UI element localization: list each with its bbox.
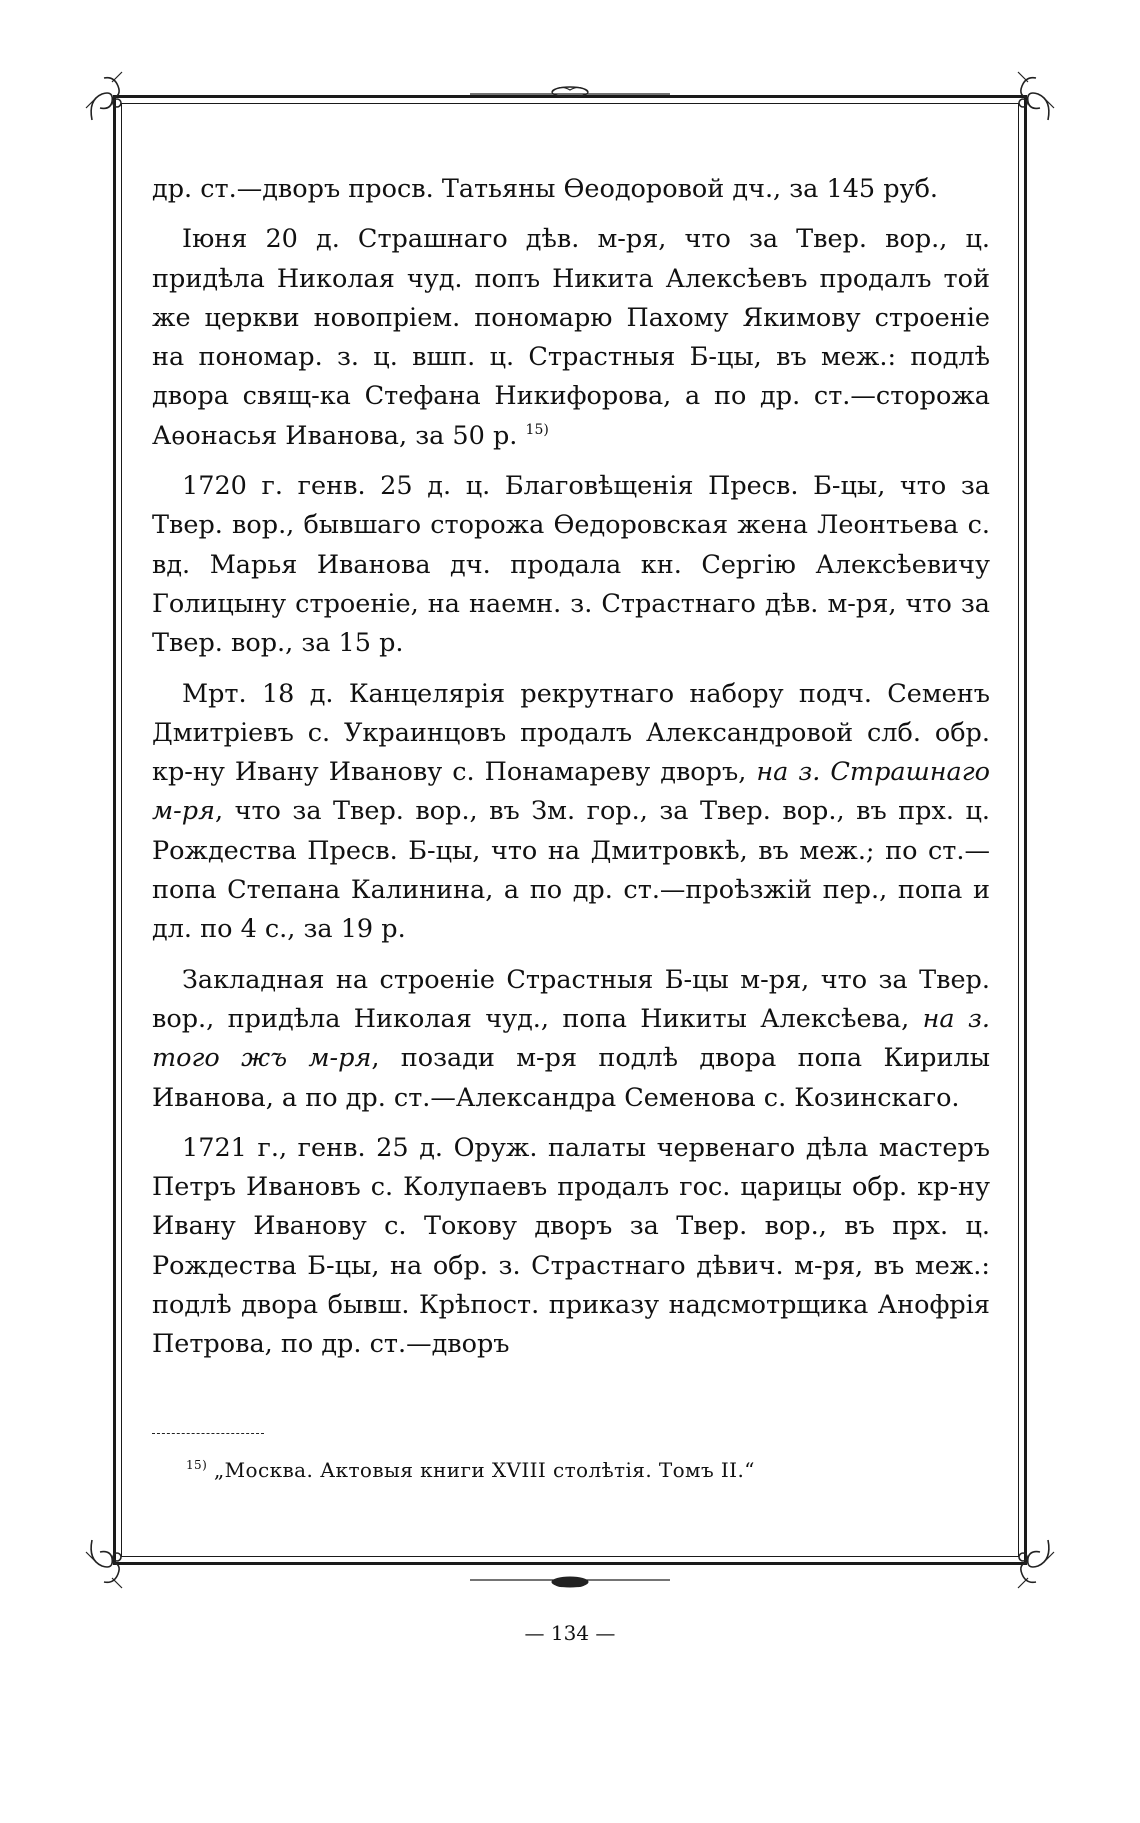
paragraph-1 [152, 170, 990, 209]
italic-phrase: на з. Страшнаго м-ря [152, 757, 990, 827]
footnote-marker: 15) [186, 1458, 208, 1472]
paragraph-text: , что за Твер. вор., въ Зм. гор., за Твер. вор., въ прх. ц. Рождества Пресв. Б-цы, что на Дмитровкѣ, въ меж.; по ст.—попа Степана Калинина, а по др. ст.—проѣзжій пер., попа и дл. по 4 с., за 19 р. [152, 796, 990, 945]
paragraph-text: 1720 г. генв. 25 д. ц. Благовѣщенія Пресв. Б-цы, что за Твер. вор., бывшаго сторожа Ѳедоровская жена Леонтьева с. вд. Марья Иванова дч. продала кн. Сергію Алексѣевичу Голицыну строеніе, на наемн. з. Страстнаго дѣв. м-ря, что за Твер. вор., за 15 р. [152, 471, 990, 659]
corner-ornament-bottom-right [998, 1532, 1056, 1590]
footnote-ref[interactable]: 15) [525, 421, 549, 438]
paragraph-text: , позади м-ря подлѣ двора попа Кирилы Иванова, а по др. ст.—Александра Семенова с. Козинскаго. [152, 1043, 990, 1113]
paragraph-text: Мрт. 18 д. Канцелярія рекрутнаго набору подч. Семенъ Дмитріевъ с. Украинцовъ продалъ Александровой слб. обр. кр-ну Ивану Иванову с. Понамареву дворъ, [152, 678, 990, 788]
bottom-center-ornament [470, 1570, 670, 1594]
italic-phrase: на з. того жъ м-ря [152, 1003, 990, 1074]
paragraph-3 [152, 467, 990, 663]
paragraph-text: Закладная на строеніе Страстныя Б-цы м-ря, что за Твер. вор., придѣла Николая чуд., попа Никиты Алексѣева, [152, 964, 990, 1034]
paragraph-4 [152, 675, 990, 950]
footnote-divider [152, 1433, 264, 1434]
footnote-text: „Москва. Актовыя книги XVIII столѣтія. Томъ II.“ [213, 1458, 755, 1482]
paragraph-text: др. ст.—дворъ просв. Татьяны Ѳеодоровой дч., за 145 руб. [152, 174, 939, 204]
paragraph-2 [152, 220, 990, 456]
corner-ornament-bottom-left [84, 1532, 142, 1590]
corner-ornament-top-right [998, 70, 1056, 128]
body-text [152, 170, 990, 1365]
page-number: — 134 — [524, 1621, 616, 1645]
top-center-ornament [470, 80, 670, 104]
corner-ornament-top-left [84, 70, 142, 128]
footnote [186, 1458, 966, 1482]
paragraph-6 [152, 1129, 990, 1365]
paragraph-text: Іюня 20 д. Страшнаго дѣв. м-ря, что за Твер. вор., ц. придѣла Николая чуд. попъ Никита Алексѣевъ продалъ той же церкви новопріем. пономарю Пахому Якимову строеніе на пономар. з. ц. вшп. ц. Страстныя Б-цы, въ меж.: подлѣ двора свящ-ка Стефана Никифорова, а по др. ст.—сторожа Аѳонасья Иванова, за 50 р. [152, 224, 990, 451]
paragraph-text: 1721 г., генв. 25 д. Оруж. палаты червенаго дѣла мастеръ Петръ Ивановъ с. Колупаевъ продалъ гос. царицы обр. кр-ну Ивану Иванову с. Токову дворъ за Твер. вор., въ прх. ц. Рождества Б-цы, на обр. з. Страстнаго дѣвич. м-ря, въ меж.: подлѣ двора бывш. Крѣпост. приказу надсмотрщика Анофрія Петрова, по др. ст.—дворъ [152, 1132, 990, 1360]
paragraph-5 [152, 961, 990, 1118]
